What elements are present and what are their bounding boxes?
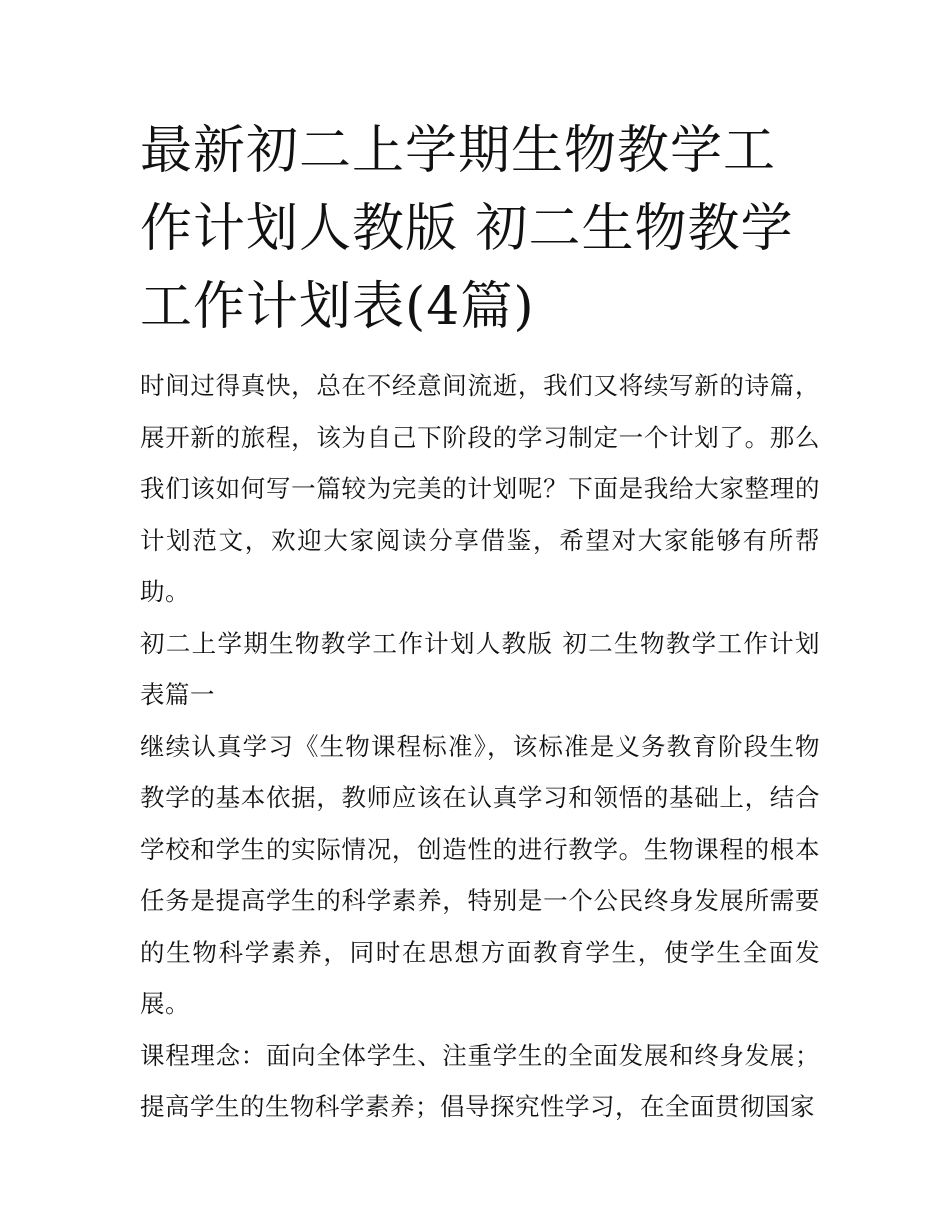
- intro-paragraph: 时间过得真快，总在不经意间流逝，我们又将续写新的诗篇，展开新的旅程，该为自己下阶段的学习制定一个计划了。那么我们该如何写一篇较为完美的计划呢？下面是我给大家整理的计划范文，欢迎大家阅读分享借鉴，希望对大家能够有所帮助。: [140, 371, 820, 606]
- document-body: [140, 112, 820, 1133]
- section-heading: 初二上学期生物教学工作计划人教版 初二生物教学工作计划表篇一: [140, 628, 820, 709]
- body-paragraph: 继续认真学习《生物课程标准》，该标准是义务教育阶段生物教学的基本依据，教师应该在认真学习和领悟的基础上，结合学校和学生的实际情况，创造性的进行教学。生物课程的根本任务是提高学生的科学素养，特别是一个公民终身发展所需要的生物科学素养，同时在思想方面教育学生，使学生全面发展。: [140, 731, 820, 1018]
- document-title: 最新初二上学期生物教学工作计划人教版 初二生物教学工作计划表(4篇): [140, 121, 794, 337]
- body-paragraph: 课程理念：面向全体学生、注重学生的全面发展和终身发展；提高学生的生物科学素养；倡导探究性学习，在全面贯彻国家: [140, 1040, 820, 1121]
